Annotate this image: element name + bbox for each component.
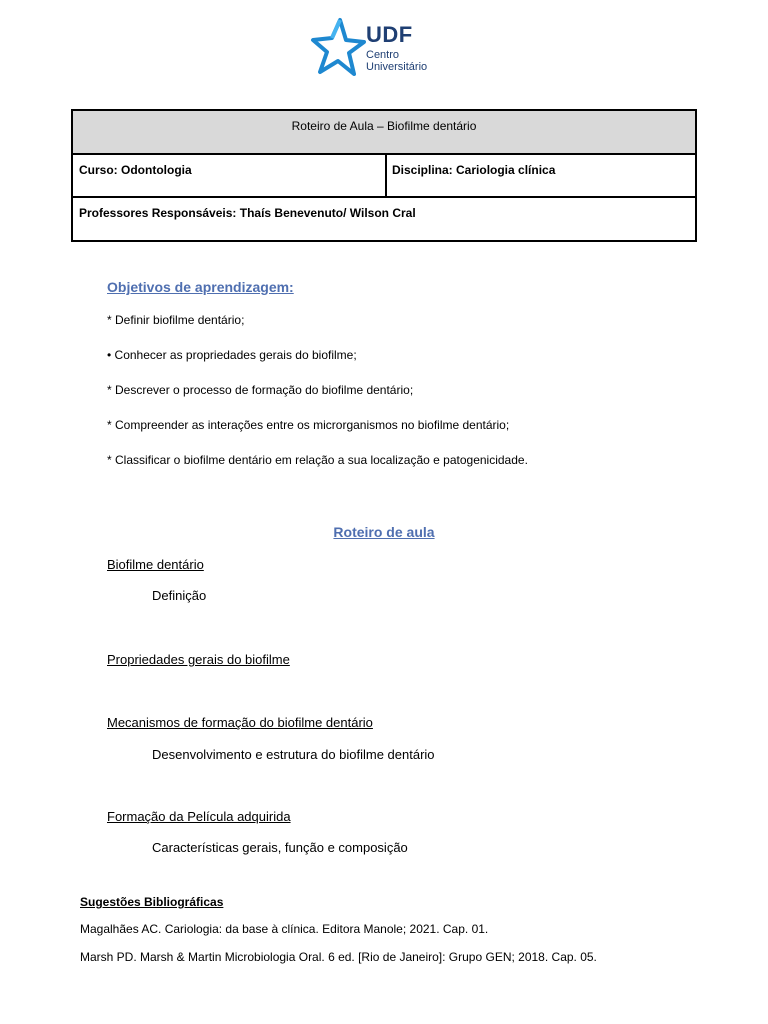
logo-brand: UDF bbox=[366, 22, 413, 47]
reference-item: Magalhães AC. Cariologia: da base à clínica. Editora Manole; 2021. Cap. 01. bbox=[80, 922, 489, 936]
table-course-row bbox=[73, 155, 695, 198]
table-professors-row bbox=[73, 198, 695, 240]
logo-line2: Universitário bbox=[366, 61, 428, 73]
topic-subitem: Características gerais, função e composição bbox=[152, 840, 408, 855]
topic-subitem: Definição bbox=[152, 588, 207, 603]
cell-divider bbox=[385, 155, 387, 196]
table-title: Roteiro de Aula – Biofilme dentário bbox=[291, 119, 477, 133]
star-icon bbox=[310, 16, 366, 78]
objective-item: * Classificar o biofilme dentário em relação a sua localização e patogenicidade. bbox=[107, 453, 528, 467]
logo-line1: Centro bbox=[366, 49, 400, 61]
table-title-row bbox=[73, 111, 695, 155]
header-table bbox=[71, 109, 697, 242]
objective-item: * Definir biofilme dentário; bbox=[107, 313, 245, 327]
objective-item: * Descrever o processo de formação do biofilme dentário; bbox=[107, 383, 414, 397]
topic-title: Mecanismos de formação do biofilme dentário bbox=[107, 715, 373, 730]
reference-item: Marsh PD. Marsh & Martin Microbiologia Oral. 6 ed. [Rio de Janeiro]: Grupo GEN; 2018. Cap. 05. bbox=[80, 950, 597, 964]
topic-title: Formação da Película adquirida bbox=[107, 809, 291, 824]
topic-subitem: Desenvolvimento e estrutura do biofilme dentário bbox=[152, 747, 435, 762]
objectives-heading: Objetivos de aprendizagem: bbox=[107, 279, 294, 295]
udf-logo bbox=[310, 16, 440, 78]
roteiro-heading: Roteiro de aula bbox=[333, 524, 435, 540]
bibliography-heading: Sugestões Bibliográficas bbox=[80, 895, 224, 909]
professores-cell: Professores Responsáveis: Thaís Benevenuto/ Wilson Cral bbox=[79, 206, 416, 220]
objective-item: * Compreender as interações entre os microrganismos no biofilme dentário; bbox=[107, 418, 510, 432]
disciplina-cell: Disciplina: Cariologia clínica bbox=[392, 163, 556, 177]
objective-item: • Conhecer as propriedades gerais do biofilme; bbox=[107, 348, 357, 362]
topic-title: Propriedades gerais do biofilme bbox=[107, 652, 290, 667]
curso-cell: Curso: Odontologia bbox=[79, 163, 192, 177]
topic-title: Biofilme dentário bbox=[107, 557, 204, 572]
